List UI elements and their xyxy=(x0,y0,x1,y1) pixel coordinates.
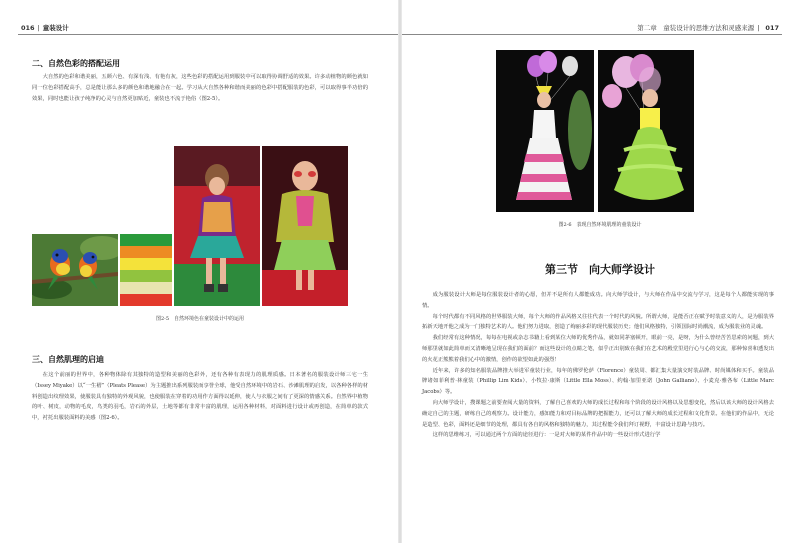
section-heading-color: 二、自然色彩的搭配运用 xyxy=(32,59,120,68)
header-rule xyxy=(402,34,782,35)
color-palette xyxy=(120,234,172,306)
palette-swatch xyxy=(120,282,172,294)
paragraph: 向大师学设计，搜课题之前要查阅大量的资料，了解自己喜欢的大师的成长过程和每个阶段的设计风格以及思想变化，然后以该大师的设计风格去确定自己的主题，研练自己的观察力。设计能力，感知能力和对目标品牌的把握能力，还可以了解大师的成长过程和文化背景。在他们的作品中，无论是造型、色彩，面料还是细节的处理，都具有各自的风格和独特的魅力，其过程能令我们拜订视野，丰富设计思路与技巧。 xyxy=(422,399,774,428)
book-title: 童装设计 xyxy=(42,24,69,32)
balloon-dress-photo-1 xyxy=(496,50,594,212)
header-rule xyxy=(18,34,398,35)
figure-caption: 图2-6 表现自然环境肌理的童装设计 xyxy=(558,222,642,228)
left-header: 016 | 童装设计 xyxy=(21,24,69,32)
chapter-section-title: 第三节 向大师学设计 xyxy=(545,263,655,276)
palette-swatch xyxy=(120,234,172,246)
figure-caption: 图2-5 自然环境色在童装设计中的运用 xyxy=(155,316,245,322)
palette-swatch xyxy=(120,246,172,258)
section-heading-texture: 三、自然肌理的启迪 xyxy=(32,355,104,364)
section-color-text xyxy=(32,72,368,104)
chapter-title: 第二章 童装设计的思维方法和灵感来源 xyxy=(637,24,755,32)
paragraph: 在这个前丽的世界中，各种物体除有其独特的造型和美丽的色彩外，还有各种有表现力的肌理质感。日本著名的服装设计师三宅一生（Issey Miyake）以“一生褶”（Pleats Please）为主题推出系列服装而享誉全球，他受自然环境中的岩石、沙滩肌理的启发，以各种各样的材料创造出纹理效果，使服装具有独特的外观风貌，也使服装在穿着的功用作方面得以延伸，使人与衣服之间有了更深的情感关系。自然界中植物的叶、树皮，动物的毛皮，鸟类的羽毛，岩石的外层，土地等都有非常丰富的肌理，运用各种材料，对面料进行设计或再创造，在简单的款式中，衬托出服装面料的美感（图2-6）。 xyxy=(32,372,368,422)
paragraph: 每个时代都有不同风格的世界服装大师，每个大师的作品风格又往往代表一个时代的风貌。所谓大师，是能否正在赋予时装意义的人，是为服装界拓新天地开他之成为一门独特艺术的人。他们努力进取，创造了绚丽多彩的现代服装历史；他们风格独特，引领国际时尚潮流，成为服装业的灵魂。 xyxy=(422,313,774,331)
page-number: 016 xyxy=(21,24,35,32)
bird-photo xyxy=(32,234,118,306)
section-texture-text xyxy=(32,370,368,424)
palette-swatch xyxy=(120,270,172,282)
paragraph: 近年来，许多的知名服装品牌推大举进军童装行业，每年的佛罗伦萨（Florence）童装周、都汇集大量演交时装品牌、时尚媒体和买手。童装品牌诸如菲利普·林童装（Phillip Lim Kids）、小牧拉·康斯（Little Ella Moss）、约翰·加里亚诺（John Galliano）、小麦克·雅各布（Little Marc Jacobs）等。 xyxy=(422,367,774,396)
paragraph: 这样的思维练习，可以通过两个方面的途径进行：一是对大师的某件作品中的一些设计形式进行学 xyxy=(432,432,661,439)
palette-swatch xyxy=(120,294,172,306)
runway-photo-1 xyxy=(174,146,260,306)
section-master-text xyxy=(422,290,774,441)
balloon-dress-photo-2 xyxy=(598,50,694,212)
right-header: 第二章 童装设计的思维方法和灵感来源 | 017 xyxy=(637,24,779,32)
paragraph: 大自然的色彩和谐美丽，五颜六色、有深有浅、有艳有灰，这些色彩的搭配运用到服装中可以取得协调舒适的效果。许多动植物的颜色就如同一位色彩搭配高手，总是能让那么多的颜色和谐地融合在一起。学习从大自然各种和谐而美丽的色彩中搭配服装的色彩，可以取得事半功倍的效果，同时也能让孩子纯净的心灵与自然更加贴近，童装也不流于艳俗（图2-5）。 xyxy=(32,74,368,102)
paragraph: 我们经常有这种情况，每每在电视或杂志书籍上看到某位大师的优秀作品，就如同茅塞顿开，眼前一亮，是呀，为什么曾经苦苦思索的问题，到大师那里就如此简单而又清晰地呈现在我们的面前？而这些设计的点睛之笔，似乎正出别致在我们在艺术的殿堂里进行心与心的交流，那种惊喜和透发出的火花正熊熊着我们心中的激情，创作的欲望如此的强烈！ xyxy=(422,335,774,363)
right-page xyxy=(400,0,800,543)
runway-photo-2 xyxy=(262,146,348,306)
palette-swatch xyxy=(120,258,172,270)
page-number: 017 xyxy=(765,24,779,32)
paragraph: 成为服装设计大师是每位服装设计者的心愿，但并不是所有人都能成功。向大师学设计，与大师在作品中交流与学习，这是每个人都能实现的事情。 xyxy=(422,292,774,309)
